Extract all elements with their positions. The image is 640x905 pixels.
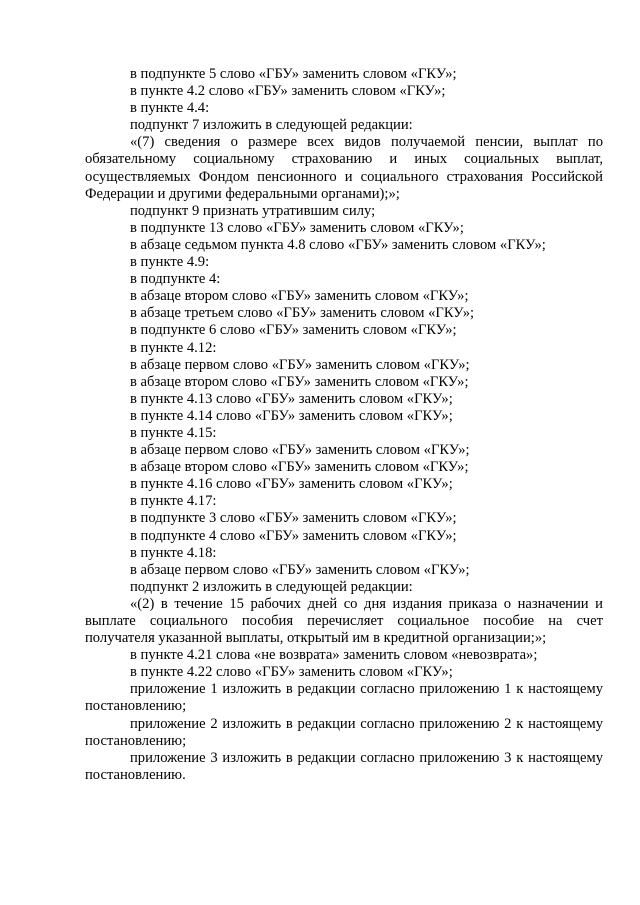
paragraph: в пункте 4.4: — [130, 100, 210, 117]
paragraph: в подпункте 4: — [130, 271, 221, 288]
paragraph: «(7) сведения о размере всех видов получаемой пенсии, выплат по обязательному социальному страхованию и иных социальных выплат, осуществляемых Фондом пенсионного и социального страхования Российской Федерации и другими федеральными органами);»; — [85, 134, 603, 202]
paragraph: в абзаце седьмом пункта 4.8 слово «ГБУ» заменить словом «ГКУ»; — [130, 236, 546, 253]
paragraph: в абзаце первом слово «ГБУ» заменить словом «ГКУ»; — [130, 356, 470, 373]
paragraph: в абзаце втором слово «ГБУ» заменить словом «ГКУ»; — [130, 373, 469, 390]
paragraph: в пункте 4.18: — [130, 544, 217, 561]
paragraph: в пункте 4.15: — [130, 424, 217, 441]
paragraph: в абзаце третьем слово «ГБУ» заменить словом «ГКУ»; — [130, 305, 475, 322]
paragraph: в абзаце втором слово «ГБУ» заменить словом «ГКУ»; — [130, 459, 469, 476]
paragraph: приложение 3 изложить в редакции согласно приложению 3 к настоящему постановлению. — [85, 749, 603, 783]
paragraph: в пункте 4.16 слово «ГБУ» заменить словом «ГКУ»; — [130, 476, 453, 493]
paragraph: в абзаце первом слово «ГБУ» заменить словом «ГКУ»; — [130, 442, 470, 459]
paragraph: в пункте 4.9: — [130, 254, 210, 271]
paragraph: в пункте 4.14 слово «ГБУ» заменить словом «ГКУ»; — [130, 407, 453, 424]
paragraph: в пункте 4.13 слово «ГБУ» заменить словом «ГКУ»; — [130, 390, 453, 407]
paragraph: в пункте 4.12: — [130, 339, 217, 356]
paragraph: в пункте 4.22 слово «ГБУ» заменить словом «ГКУ»; — [130, 664, 453, 681]
paragraph: в подпункте 6 слово «ГБУ» заменить словом «ГКУ»; — [130, 322, 457, 339]
paragraph: в подпункте 4 слово «ГБУ» заменить словом «ГКУ»; — [130, 527, 457, 544]
paragraph: в подпункте 3 слово «ГБУ» заменить словом «ГКУ»; — [130, 510, 457, 527]
paragraph: подпункт 2 изложить в следующей редакции: — [130, 578, 413, 595]
paragraph: подпункт 7 изложить в следующей редакции: — [130, 117, 413, 134]
paragraph: в пункте 4.21 слова «не возврата» заменить словом «невозврата»; — [130, 647, 538, 664]
paragraph: в абзаце втором слово «ГБУ» заменить словом «ГКУ»; — [130, 288, 469, 305]
paragraph: в пункте 4.17: — [130, 493, 217, 510]
paragraph: в пункте 4.2 слово «ГБУ» заменить словом «ГКУ»; — [130, 83, 446, 100]
paragraph: в подпункте 13 слово «ГБУ» заменить словом «ГКУ»; — [130, 219, 464, 236]
paragraph: приложение 1 изложить в редакции согласно приложению 1 к настоящему постановлению; — [85, 681, 603, 715]
paragraph: «(2) в течение 15 рабочих дней со дня издания приказа о назначении и выплате социального пособия перечисляет социальное пособие на счет получателя указанной выплаты, открытый им в кредитной организации;»; — [85, 595, 603, 647]
document-page — [85, 66, 603, 784]
paragraph: приложение 2 изложить в редакции согласно приложению 2 к настоящему постановлению; — [85, 715, 603, 749]
paragraph: в абзаце первом слово «ГБУ» заменить словом «ГКУ»; — [130, 561, 470, 578]
paragraph: подпункт 9 признать утратившим силу; — [130, 202, 376, 219]
paragraph: в подпункте 5 слово «ГБУ» заменить словом «ГКУ»; — [130, 66, 457, 82]
